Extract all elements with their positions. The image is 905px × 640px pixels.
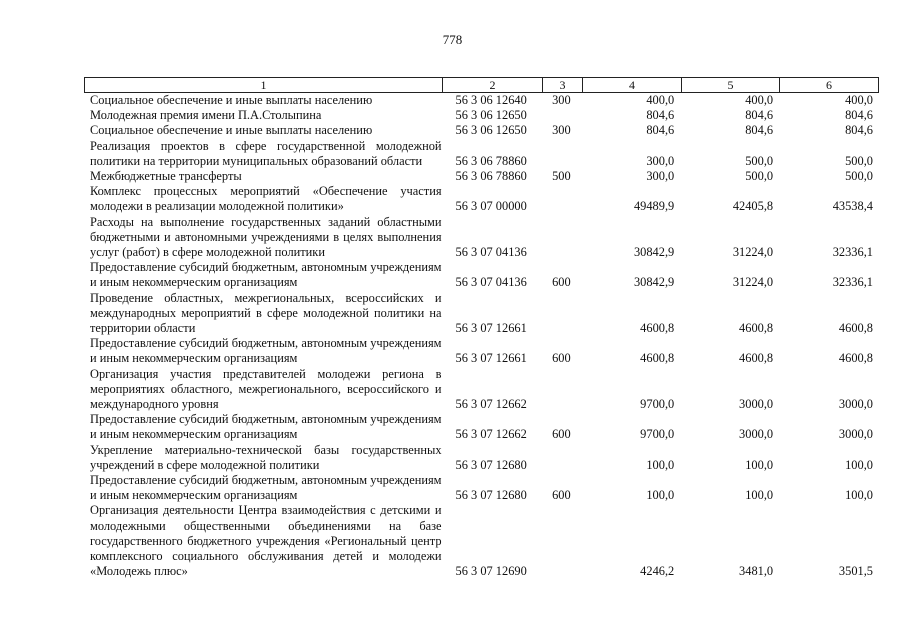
row-value-6: 400,0 xyxy=(845,93,873,107)
row-value-5: 400,0 xyxy=(745,93,774,107)
table-row xyxy=(84,336,879,366)
row-value-5: 4600,8 xyxy=(739,351,774,366)
row-value-6: 4600,8 xyxy=(838,351,873,366)
row-type: 600 xyxy=(552,275,571,290)
page-number: 778 xyxy=(442,32,463,47)
row-code: 56 3 06 78860 xyxy=(455,153,527,168)
row-code: 56 3 07 12680 xyxy=(455,488,527,503)
table-row xyxy=(84,260,879,290)
row-value-5: 804,6 xyxy=(745,108,774,123)
row-value-6: 500,0 xyxy=(845,169,873,184)
table-row xyxy=(84,215,879,261)
row-value-4: 300,0 xyxy=(646,169,675,184)
row-type xyxy=(541,139,581,169)
row-value-6: 43538,4 xyxy=(832,199,873,214)
row-value-6: 3501,5 xyxy=(838,564,873,579)
row-value-4: 804,6 xyxy=(646,108,675,123)
row-value-6: 804,6 xyxy=(845,123,873,138)
row-value-5: 100,0 xyxy=(745,457,774,472)
row-value-4: 804,6 xyxy=(646,123,675,138)
table-row xyxy=(84,123,879,138)
row-name: Предоставление субсидий бюджетным, автономным учреждениям и иным некоммерческим организациям xyxy=(90,412,442,442)
row-value-4: 49489,9 xyxy=(633,199,675,214)
row-name: Социальное обеспечение и иные выплаты населению xyxy=(90,93,373,107)
table-row xyxy=(84,473,879,503)
row-value-5: 4600,8 xyxy=(739,321,774,336)
row-code: 56 3 07 12661 xyxy=(455,351,527,366)
row-value-4: 300,0 xyxy=(646,153,675,168)
row-value-6: 500,0 xyxy=(845,153,873,168)
row-name: Проведение областных, межрегиональных, всероссийских и международных мероприятий в сфере молодежной политики на территории области xyxy=(90,290,442,336)
row-name: Межбюджетные трансферты xyxy=(90,169,242,184)
header-col-2: 2 xyxy=(442,78,542,92)
row-value-5: 500,0 xyxy=(745,153,774,168)
row-code: 56 3 07 12661 xyxy=(455,321,527,336)
row-name: Укрепление материально-технической базы государственных учреждений в сфере молодежной политики xyxy=(90,442,442,472)
row-value-4: 4246,2 xyxy=(640,564,675,579)
row-value-6: 3000,0 xyxy=(838,427,873,442)
row-value-5: 31224,0 xyxy=(732,245,774,260)
row-value-6: 100,0 xyxy=(845,457,873,472)
row-type xyxy=(541,367,581,413)
row-value-5: 3000,0 xyxy=(739,397,774,412)
row-type xyxy=(541,108,581,123)
row-type: 500 xyxy=(552,169,571,184)
row-value-6: 804,6 xyxy=(845,108,873,123)
row-type xyxy=(541,503,581,579)
table-row xyxy=(84,503,879,579)
row-name: Организация деятельности Центра взаимодействия с детскими и молодежными общественными объединениями на базе государственного бюджетного учреждения «Региональный центр комплексного социального обслуживания детей и молодежи «Молодежь плюс» xyxy=(90,503,442,579)
row-name: Организация участия представителей молодежи региона в мероприятиях областного, межрегионального, всероссийского и международного уровня xyxy=(90,366,442,412)
row-code: 56 3 07 04136 xyxy=(455,275,527,290)
row-value-4: 400,0 xyxy=(646,93,675,107)
row-name: Предоставление субсидий бюджетным, автономным учреждениям и иным некоммерческим организациям xyxy=(90,336,442,366)
row-code: 56 3 06 12650 xyxy=(455,108,527,123)
row-value-5: 3000,0 xyxy=(739,427,774,442)
row-value-5: 31224,0 xyxy=(732,275,774,290)
row-type: 300 xyxy=(552,123,571,138)
row-value-4: 100,0 xyxy=(646,457,675,472)
row-code: 56 3 06 78860 xyxy=(455,169,527,184)
row-name: Предоставление субсидий бюджетным, автономным учреждениям и иным некоммерческим организациям xyxy=(90,473,442,503)
row-code: 56 3 06 12640 xyxy=(455,93,527,107)
row-type xyxy=(541,291,581,337)
row-code: 56 3 07 12680 xyxy=(455,457,527,472)
row-value-4: 30842,9 xyxy=(633,245,675,260)
row-type: 600 xyxy=(552,351,571,366)
header-col-4: 4 xyxy=(582,78,681,92)
row-value-6: 3000,0 xyxy=(838,397,873,412)
row-value-5: 42405,8 xyxy=(732,199,774,214)
table-row xyxy=(84,184,879,214)
row-value-4: 4600,8 xyxy=(640,351,675,366)
table-header xyxy=(84,77,879,93)
table-row xyxy=(84,93,879,108)
table-row xyxy=(84,291,879,337)
table-row xyxy=(84,412,879,442)
row-type xyxy=(541,443,581,473)
header-col-6: 6 xyxy=(779,78,879,92)
row-value-4: 30842,9 xyxy=(633,275,675,290)
row-value-6: 100,0 xyxy=(845,488,873,503)
row-name: Комплекс процессных мероприятий «Обеспечение участия молодежи в реализации молодежной политики» xyxy=(90,184,442,214)
row-value-6: 4600,8 xyxy=(838,321,873,336)
table-row xyxy=(84,367,879,413)
table-body xyxy=(84,93,879,580)
row-type xyxy=(541,184,581,214)
row-value-6: 32336,1 xyxy=(832,245,873,260)
row-name: Расходы на выполнение государственных заданий областными бюджетными и автономными учреждениями в целях выполнения услуг (работ) в сфере молодежной политики xyxy=(90,214,442,260)
row-type: 600 xyxy=(552,488,571,503)
row-code: 56 3 07 04136 xyxy=(455,245,527,260)
row-name: Реализация проектов в сфере государственной молодежной политики на территории муниципальных образований области xyxy=(90,138,442,168)
row-name: Молодежная премия имени П.А.Столыпина xyxy=(90,108,322,123)
table-row xyxy=(84,108,879,123)
row-code: 56 3 07 12662 xyxy=(455,427,527,442)
table-row xyxy=(84,139,879,169)
row-code: 56 3 07 00000 xyxy=(455,199,527,214)
row-value-4: 9700,0 xyxy=(640,397,675,412)
row-type: 600 xyxy=(552,427,571,442)
table-row xyxy=(84,169,879,184)
table-row xyxy=(84,443,879,473)
row-type: 300 xyxy=(552,93,571,107)
row-code: 56 3 07 12690 xyxy=(455,564,527,579)
row-value-6: 32336,1 xyxy=(832,275,873,290)
row-value-4: 9700,0 xyxy=(640,427,675,442)
row-value-5: 500,0 xyxy=(745,169,774,184)
row-value-4: 100,0 xyxy=(646,488,675,503)
row-value-4: 4600,8 xyxy=(640,321,675,336)
row-type xyxy=(541,215,581,261)
header-col-5: 5 xyxy=(681,78,779,92)
row-name: Социальное обеспечение и иные выплаты населению xyxy=(90,123,373,138)
row-code: 56 3 06 12650 xyxy=(455,123,527,138)
row-value-5: 3481,0 xyxy=(739,564,774,579)
row-code: 56 3 07 12662 xyxy=(455,397,527,412)
row-name: Предоставление субсидий бюджетным, автономным учреждениям и иным некоммерческим организациям xyxy=(90,260,442,290)
row-value-5: 100,0 xyxy=(745,488,774,503)
header-col-3: 3 xyxy=(542,78,582,92)
header-col-1: 1 xyxy=(84,78,442,92)
row-value-5: 804,6 xyxy=(745,123,774,138)
